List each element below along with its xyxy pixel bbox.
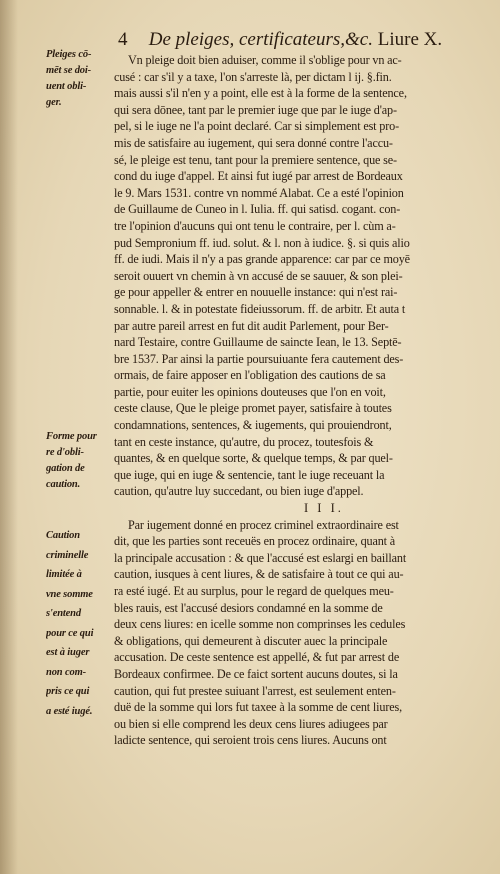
text-line: la principale accusation : & que l'accusé est eslargi en baillant — [114, 550, 407, 565]
margin-note-line: non com- — [46, 666, 86, 678]
text-line: ge pour appeller & entrer en nouuelle instance: qui n'est rai- — [114, 285, 398, 300]
margin-note-line: Caution — [46, 530, 80, 541]
running-header — [118, 28, 488, 52]
margin-note-line: re d'obli- — [46, 447, 84, 458]
text-line: dit, que les parties sont receuës en procez ordinaire, quant à — [114, 534, 396, 549]
text-line: condamnations, sentences, & iugements, qui prouiendront, — [114, 418, 392, 433]
text-line: ormais, de faire apposer en l'obligation des cautions de sa — [114, 368, 386, 383]
margin-note-line: est à iuger — [46, 647, 90, 658]
text-line: ceste clause, Que le pleige promet payer, satisfaire à toutes — [114, 401, 392, 416]
text-line: caution, qui fut prestee suiuant l'arrest, est seulement enten- — [114, 683, 396, 698]
text-line: ou bien si elle comprend les deux cens liures adiugees par — [114, 716, 388, 731]
text-line: & obligations, qui demeurent à discuter auec la principale — [114, 633, 388, 648]
section-number: I I I. — [304, 501, 344, 516]
text-line: bles rauis, est l'accusé desiors condamné en la somme de — [114, 600, 383, 615]
margin-note-line: gation de — [46, 463, 85, 474]
text-line: sé, le pleige est tenu, tant pour la premiere sentence, que se- — [114, 152, 397, 167]
paragraph-1 — [114, 52, 494, 500]
margin-note-line: pris ce qui — [46, 686, 90, 697]
spine-shadow — [0, 0, 18, 874]
text-line: par autre pareil arrest en fut dit audit Parlement, pour Ber- — [114, 318, 389, 333]
text-line: de Guillaume de Cuneo in l. Iulia. ff. qui satisd. cogant. con- — [114, 202, 401, 217]
text-line: mis de satisfaire au iugement, qui sera donné contre l'accu- — [114, 135, 393, 150]
margin-note-forme — [46, 429, 112, 493]
page-number: 4 — [118, 29, 128, 50]
text-line: caution, iusques à cent liures, & de satisfaire à tout ce qui au- — [114, 567, 404, 582]
text-line: sonnable. l. & in potestate fideiussorum. ff. de arbitr. Et auta t — [114, 301, 406, 316]
text-line: Par iugement donné en procez criminel extraordinaire est — [128, 517, 399, 532]
text-line: tre l'opinion d'aucuns qui ont tenu le contraire, per l. cùm a- — [114, 218, 396, 233]
margin-note-line: caution. — [46, 479, 81, 490]
text-line: ladicte sentence, qui seroient trois cens liures. Aucuns ont — [114, 733, 387, 748]
text-line: caution, qu'autre luy succedant, ou bien iuge d'appel. — [114, 484, 364, 499]
text-line: pel, si le iuge ne l'a point declaré. Car si simplement est pro- — [114, 119, 400, 134]
margin-note-line: ger. — [46, 97, 62, 108]
text-line: ra esté iugé. Et au surplus, pour le regard de quelques meu- — [114, 584, 394, 598]
margin-note-line: mēt se doi- — [46, 65, 92, 76]
margin-note-caution — [46, 528, 112, 723]
text-line: ff. de iudi. Mais il n'y a pas grande apparence: car par ce moyē — [114, 252, 410, 267]
text-line: Bordeaux confirmee. De ce faict sortent aucuns doutes, si la — [114, 666, 398, 681]
margin-note-pleiges — [46, 47, 112, 111]
text-line: tant en ceste instance, qu'autre, du procez, toutesfois & — [114, 434, 374, 449]
text-line: cusé : car s'il y a taxe, l'on s'arreste là, per dictam l ij. §.fin. — [114, 69, 392, 84]
text-line: qui sera dōnee, tant par le premier iuge que par le iuge d'ap- — [114, 102, 397, 117]
main-text — [114, 52, 494, 749]
margin-note-line: pour ce qui — [46, 627, 94, 639]
text-line: le 9. Mars 1531. contre vn nommé Alabat. Ce a esté l'opinion — [114, 185, 404, 200]
text-line: bre 1537. Par ainsi la partie poursuiuante fera cautement des- — [114, 351, 404, 366]
text-line: accusation. De ceste sentence est appellé, & fut par arrest de — [114, 650, 400, 665]
text-line: cond du iuge d'appel. Et ainsi fut iugé par arrest de Bordeaux — [114, 169, 403, 184]
margin-note-line: s'entend — [46, 608, 81, 619]
text-line: deux cens liures: en icelle somme non comprinses les cedules — [114, 617, 406, 632]
paragraph-2 — [114, 517, 494, 749]
text-line: Vn pleige doit bien aduiser, comme il s'oblige pour vn ac- — [128, 53, 402, 67]
margin-note-line: criminelle — [46, 549, 89, 561]
text-line: nard Testaire, contre Guillaume de saincte Iean, le 13. Septē- — [114, 335, 402, 350]
text-line: seroit ouuert vn chemin à vn accusé de se sauuer, & son plei- — [114, 268, 403, 283]
margin-note-line: uent obli- — [46, 81, 87, 92]
margin-note-line: a esté iugé. — [46, 705, 93, 717]
text-line: duë de la somme qui lors fut taxee à la somme de cent liures, — [114, 700, 402, 715]
text-line: quantes, & en quelque sorte, & quelque temps, & par quel- — [114, 451, 393, 466]
text-line: partie, pour euiter les opinions douteuses que l'on en voit, — [114, 384, 386, 399]
margin-note-line: vne somme — [46, 588, 93, 600]
text-line: mais aussi s'il n'en y a point, elle est à la forme de la sentence, — [114, 86, 407, 101]
margin-note-line: limitée à — [46, 569, 82, 580]
margin-note-line: Pleiges cō- — [46, 49, 92, 60]
book-label: Liure X. — [377, 29, 443, 50]
running-title: De pleiges, certificateurs,&c. Liure X. — [148, 29, 443, 50]
text-line: que iuge, qui en iuge & sentencie, tant le iuge receuant la — [114, 467, 385, 482]
text-line: pud Sempronium ff. iud. solut. & l. non à iudice. §. si quis alio — [114, 235, 410, 250]
margin-note-line: Forme pour — [46, 431, 97, 442]
